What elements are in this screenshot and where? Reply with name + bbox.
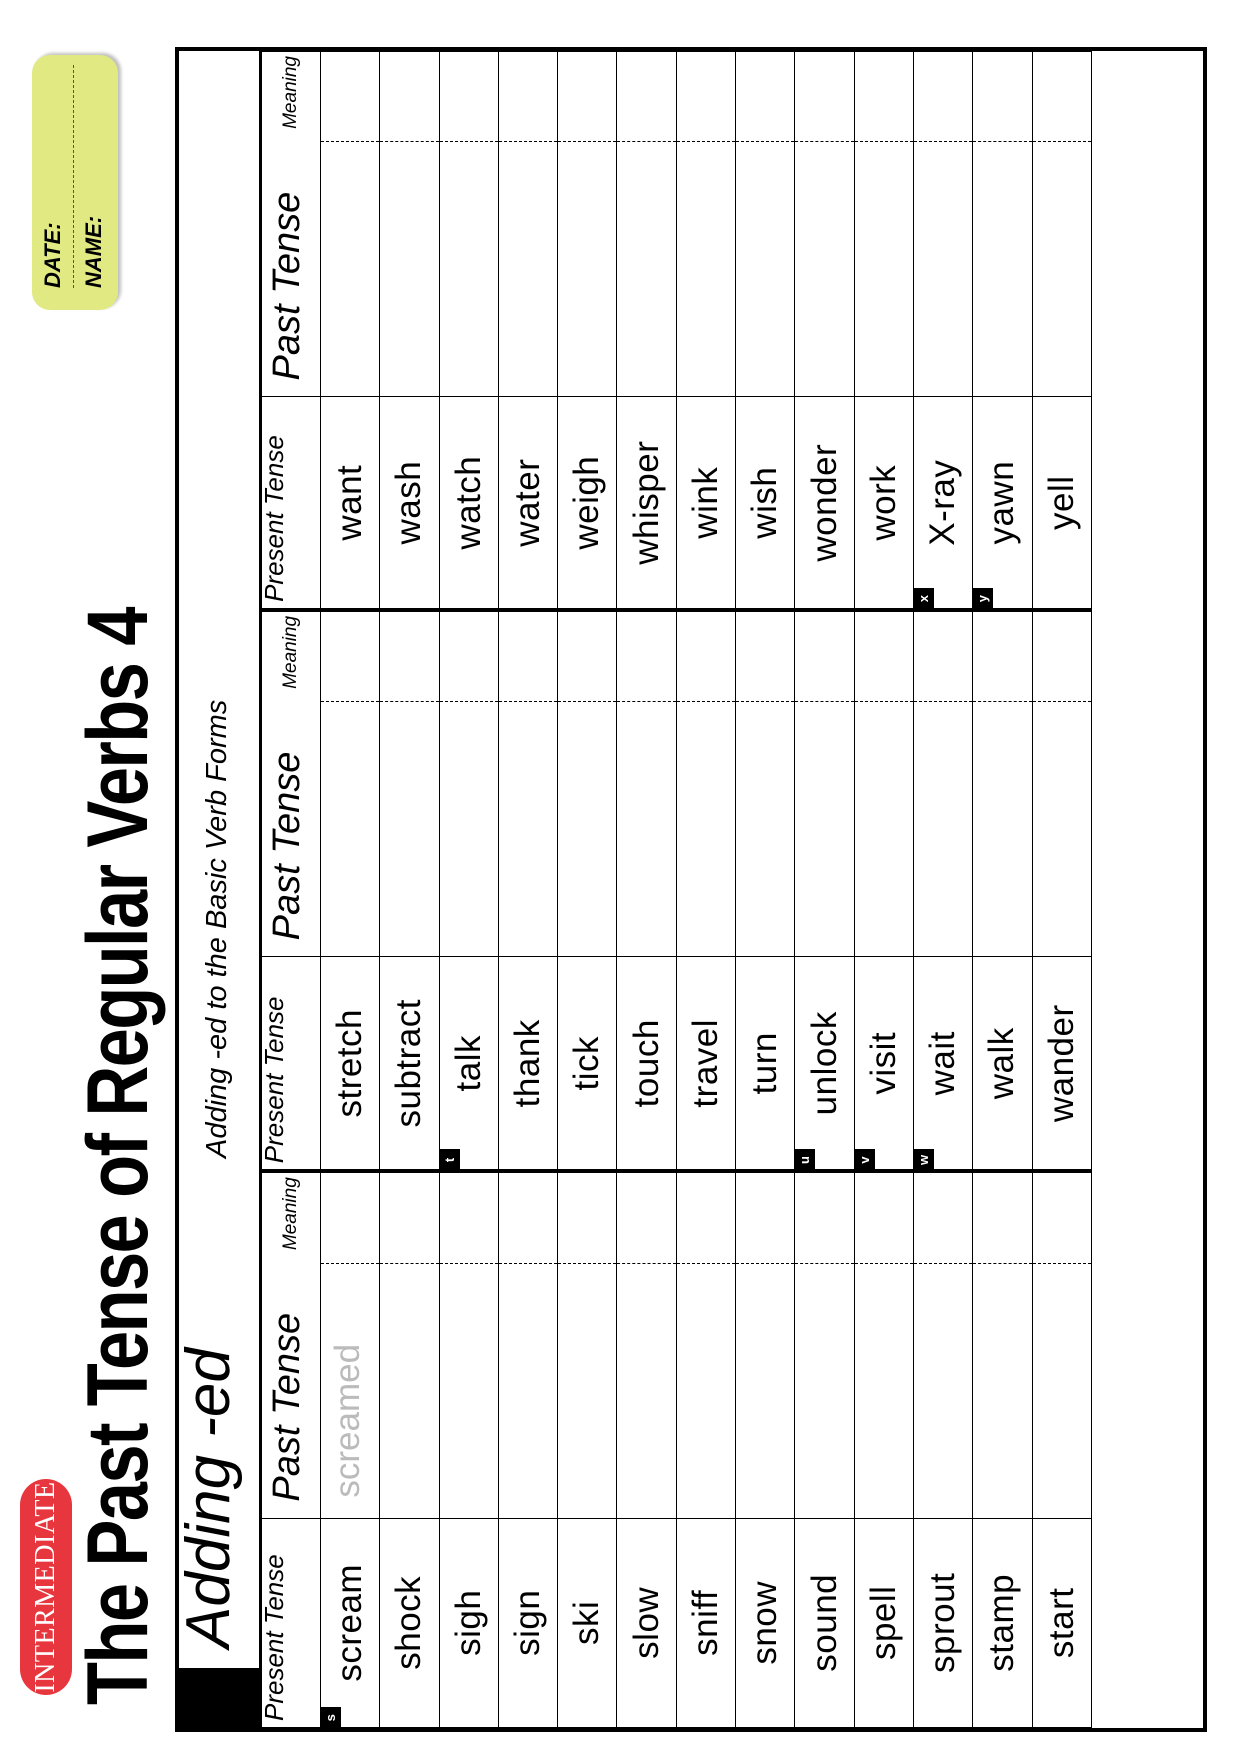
- present-verb-cell: [380, 957, 439, 1171]
- present-verb: X-ray: [923, 459, 963, 546]
- meaning-divider: [1033, 1263, 1091, 1264]
- past-tense-answer-cell[interactable]: [973, 52, 1032, 397]
- past-tense-answer-cell[interactable]: [558, 610, 617, 957]
- present-verb-cell: [558, 397, 617, 610]
- past-tense-answer-cell[interactable]: [617, 52, 676, 397]
- present-verb: unlock: [804, 1011, 844, 1116]
- alphabet-marker: u: [794, 1149, 815, 1170]
- present-verb: weigh: [567, 455, 607, 550]
- past-tense-answer-cell[interactable]: [973, 610, 1032, 957]
- present-verb: wonder: [804, 443, 844, 562]
- present-verb: wait: [923, 1031, 963, 1096]
- past-tense-answer-cell[interactable]: [439, 610, 498, 957]
- present-verb: watch: [448, 455, 488, 550]
- table-row: [913, 52, 972, 1728]
- meaning-divider: [973, 141, 1031, 142]
- present-verb: travel: [685, 1018, 725, 1108]
- verb-table: [259, 51, 1092, 1728]
- meaning-divider: [795, 1263, 853, 1264]
- present-verb-cell: [795, 1518, 854, 1727]
- meaning-divider: [736, 1263, 794, 1264]
- past-tense-answer-cell[interactable]: [380, 52, 439, 397]
- present-verb: stretch: [330, 1008, 370, 1118]
- meaning-divider: [855, 701, 913, 702]
- table-row: [795, 52, 854, 1728]
- present-verb: scream: [330, 1563, 370, 1682]
- meaning-divider: [380, 1263, 438, 1264]
- date-name-box: [32, 55, 118, 310]
- present-tense-header: [261, 1518, 321, 1727]
- present-verb: wink: [685, 466, 725, 539]
- present-verb-cell: [973, 397, 1032, 610]
- present-verb: sigh: [448, 1589, 488, 1656]
- present-tense-header: [261, 957, 321, 1171]
- past-tense-answer-cell[interactable]: [736, 52, 795, 397]
- present-verb: sniff: [685, 1589, 725, 1656]
- past-tense-answer-cell[interactable]: [380, 1171, 439, 1518]
- present-tense-header-label: Present Tense: [259, 1554, 289, 1721]
- present-verb-cell: [913, 957, 972, 1171]
- present-verb-cell: [973, 957, 1032, 1171]
- present-verb: yell: [1041, 475, 1081, 530]
- meaning-divider: [1033, 701, 1091, 702]
- present-verb: talk: [448, 1035, 488, 1092]
- alphabet-marker: w: [913, 1149, 934, 1170]
- present-verb-cell: [913, 397, 972, 610]
- past-tense-answer-cell[interactable]: [439, 1171, 498, 1518]
- present-verb: spell: [863, 1585, 903, 1661]
- meaning-divider: [973, 701, 1031, 702]
- date-line: [73, 65, 74, 288]
- table-row: [380, 52, 439, 1728]
- meaning-divider: [499, 141, 557, 142]
- name-label: NAME:: [81, 215, 106, 288]
- table-row: [736, 52, 795, 1728]
- section-tab: [179, 1668, 259, 1728]
- meaning-header-label: Meaning: [280, 56, 301, 129]
- past-tense-header-label: Past Tense: [266, 751, 308, 941]
- present-verb-cell: [676, 957, 735, 1171]
- present-verb: visit: [863, 1031, 903, 1095]
- meaning-divider: [380, 141, 438, 142]
- present-verb-cell: [617, 397, 676, 610]
- present-verb: walk: [982, 1027, 1022, 1100]
- present-verb-cell: [795, 397, 854, 610]
- present-verb: turn: [745, 1032, 785, 1095]
- past-tense-answer-cell[interactable]: [973, 1171, 1032, 1518]
- present-verb-cell: [1032, 1518, 1091, 1727]
- present-verb-cell: [439, 957, 498, 1171]
- past-tense-answer-cell[interactable]: [617, 610, 676, 957]
- past-tense-answer-cell[interactable]: [795, 1171, 854, 1518]
- meaning-divider: [380, 701, 438, 702]
- present-verb-cell: [736, 957, 795, 1171]
- meaning-divider: [855, 141, 913, 142]
- present-verb: wash: [389, 460, 429, 545]
- page-title: The Past Tense of Regular Verbs 4: [70, 608, 166, 1705]
- past-tense-answer-cell[interactable]: [1032, 1171, 1091, 1518]
- past-tense-answer-cell[interactable]: [321, 1171, 380, 1518]
- present-verb-cell: [498, 397, 557, 610]
- meaning-divider: [795, 141, 853, 142]
- past-tense-answer-cell[interactable]: [321, 52, 380, 397]
- present-verb: sound: [804, 1573, 844, 1672]
- past-tense-answer-cell[interactable]: [736, 610, 795, 957]
- present-verb: ski: [567, 1600, 607, 1645]
- present-verb-cell: [854, 397, 913, 610]
- table-row: [439, 52, 498, 1728]
- meaning-divider: [558, 701, 616, 702]
- present-verb-cell: [380, 397, 439, 610]
- table-row: [854, 52, 913, 1728]
- past-tense-answer-cell[interactable]: [617, 1171, 676, 1518]
- past-tense-answer-cell[interactable]: [676, 1171, 735, 1518]
- alphabet-marker: t: [439, 1149, 460, 1170]
- past-tense-answer-cell[interactable]: [795, 52, 854, 397]
- meaning-divider: [558, 141, 616, 142]
- present-verb: slow: [626, 1586, 666, 1659]
- meaning-divider: [558, 1263, 616, 1264]
- present-verb-cell: [439, 1518, 498, 1727]
- meaning-divider: [795, 701, 853, 702]
- present-verb-cell: [736, 1518, 795, 1727]
- present-verb-cell: [913, 1518, 972, 1727]
- meaning-divider: [617, 701, 675, 702]
- meaning-divider: [499, 701, 557, 702]
- present-verb-cell: [973, 1518, 1032, 1727]
- past-tense-answer-cell[interactable]: [321, 610, 380, 957]
- present-verb-cell: [676, 1518, 735, 1727]
- meaning-divider: [321, 701, 379, 702]
- meaning-divider: [914, 141, 972, 142]
- past-tense-answer-cell[interactable]: [676, 52, 735, 397]
- meaning-divider: [914, 1263, 972, 1264]
- present-verb: shock: [389, 1575, 429, 1670]
- present-tense-header-label: Present Tense: [259, 435, 289, 602]
- meaning-divider: [914, 701, 972, 702]
- alphabet-marker: y: [972, 588, 993, 609]
- meaning-divider: [440, 701, 498, 702]
- meaning-divider: [617, 1263, 675, 1264]
- meaning-divider: [440, 1263, 498, 1264]
- present-verb-cell: [558, 957, 617, 1171]
- past-tense-header: [261, 610, 321, 957]
- alphabet-marker: s: [320, 1707, 341, 1728]
- past-tense-answer-cell[interactable]: [913, 52, 972, 397]
- present-tense-header-label: Present Tense: [259, 996, 289, 1164]
- meaning-divider: [736, 141, 794, 142]
- meaning-divider: [677, 701, 735, 702]
- present-verb: touch: [626, 1019, 666, 1108]
- past-tense-answer-cell[interactable]: [854, 610, 913, 957]
- table-row: [1032, 52, 1091, 1728]
- meaning-divider: [677, 1263, 735, 1264]
- meaning-divider: [321, 141, 379, 142]
- present-verb: wish: [745, 466, 785, 539]
- meaning-divider: [973, 1263, 1031, 1264]
- present-verb-cell: [321, 397, 380, 610]
- past-tense-answer-cell[interactable]: [854, 52, 913, 397]
- present-verb-cell: [617, 1518, 676, 1727]
- present-verb-cell: [498, 1518, 557, 1727]
- meaning-divider: [321, 1263, 379, 1264]
- table-row: [676, 52, 735, 1728]
- level-badge: INTERMEDIATE: [20, 1479, 72, 1695]
- present-verb: wander: [1041, 1004, 1081, 1123]
- past-tense-answer-cell[interactable]: [913, 1171, 972, 1518]
- present-verb-cell: [854, 957, 913, 1171]
- present-verb: work: [863, 464, 903, 541]
- present-verb: snow: [745, 1580, 785, 1665]
- meaning-divider: [499, 1263, 557, 1264]
- present-verb-cell: [1032, 397, 1091, 610]
- present-verb-cell: [854, 1518, 913, 1727]
- past-tense-answer-cell[interactable]: [380, 610, 439, 957]
- meaning-divider: [736, 701, 794, 702]
- date-label: DATE:: [40, 222, 65, 288]
- table-row: [973, 52, 1032, 1728]
- past-tense-answer-cell[interactable]: [558, 52, 617, 397]
- table-row: [558, 52, 617, 1728]
- past-tense-answer-cell[interactable]: [736, 1171, 795, 1518]
- past-tense-answer-cell[interactable]: [498, 52, 557, 397]
- past-tense-header-label: Past Tense: [266, 1312, 308, 1502]
- meaning-header-label: Meaning: [280, 1177, 301, 1251]
- present-verb: subtract: [389, 999, 429, 1128]
- alphabet-marker: x: [913, 588, 934, 609]
- present-verb: sprout: [923, 1572, 963, 1673]
- past-tense-answer-cell[interactable]: [439, 52, 498, 397]
- present-verb-cell: [321, 1518, 380, 1727]
- present-verb-cell: [795, 957, 854, 1171]
- present-verb: whisper: [626, 440, 666, 565]
- present-verb: thank: [508, 1019, 548, 1108]
- meaning-header-label: Meaning: [280, 615, 301, 689]
- table-row: [321, 52, 380, 1728]
- past-tense-answer-cell[interactable]: [498, 610, 557, 957]
- present-verb-cell: [321, 957, 380, 1171]
- present-verb: tick: [567, 1036, 607, 1091]
- section-header: [174, 51, 259, 1668]
- present-verb: water: [508, 458, 548, 547]
- present-verb-cell: [558, 1518, 617, 1727]
- past-tense-answer-cell[interactable]: [1032, 52, 1091, 397]
- present-verb: start: [1041, 1587, 1081, 1659]
- meaning-divider: [440, 141, 498, 142]
- meaning-divider: [855, 1263, 913, 1264]
- past-tense-header: [261, 52, 321, 397]
- worksheet-table-frame: [175, 47, 1207, 1732]
- example-answer: screamed: [328, 1343, 367, 1498]
- present-verb-cell: [498, 957, 557, 1171]
- present-verb-cell: [1032, 957, 1091, 1171]
- past-tense-answer-cell[interactable]: [913, 610, 972, 957]
- past-tense-answer-cell[interactable]: [676, 610, 735, 957]
- present-verb-cell: [617, 957, 676, 1171]
- table-row: [498, 52, 557, 1728]
- present-verb: yawn: [982, 460, 1022, 545]
- present-verb-cell: [439, 397, 498, 610]
- present-verb-cell: [736, 397, 795, 610]
- meaning-divider: [677, 141, 735, 142]
- present-verb: stamp: [982, 1573, 1022, 1672]
- alphabet-marker: v: [854, 1149, 875, 1170]
- meaning-divider: [1033, 141, 1091, 142]
- past-tense-answer-cell[interactable]: [795, 610, 854, 957]
- past-tense-answer-cell[interactable]: [498, 1171, 557, 1518]
- past-tense-header: [261, 1171, 321, 1518]
- present-verb: want: [330, 464, 370, 541]
- present-verb-cell: [676, 397, 735, 610]
- meaning-divider: [617, 141, 675, 142]
- section-heading: Adding -ed: [174, 1348, 243, 1648]
- past-tense-answer-cell[interactable]: [558, 1171, 617, 1518]
- section-subheading: Adding -ed to the Basic Verb Forms: [201, 699, 233, 1158]
- table-row: [617, 52, 676, 1728]
- present-verb: sign: [508, 1589, 548, 1656]
- past-tense-header-label: Past Tense: [266, 191, 308, 381]
- past-tense-answer-cell[interactable]: [854, 1171, 913, 1518]
- present-tense-header: [261, 397, 321, 610]
- present-verb-cell: [380, 1518, 439, 1727]
- past-tense-answer-cell[interactable]: [1032, 610, 1091, 957]
